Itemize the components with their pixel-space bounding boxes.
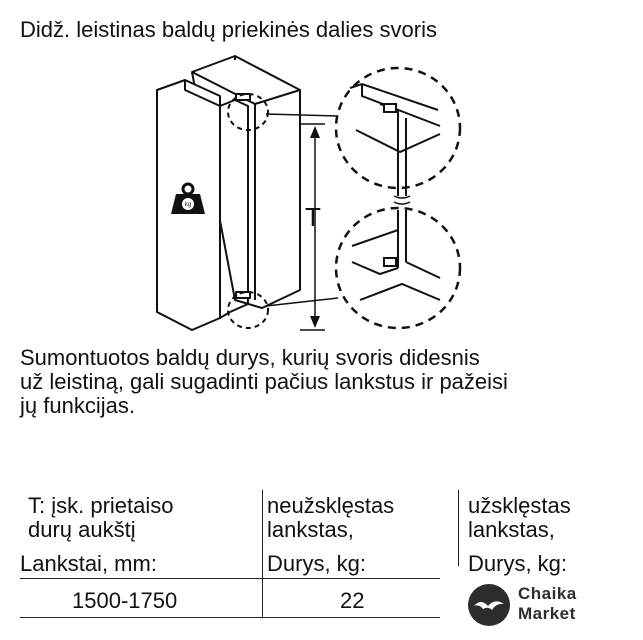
- row-range-cell: 1500-1750: [72, 588, 178, 613]
- column-divider-2: [458, 490, 459, 566]
- row-divider-top: [20, 578, 440, 579]
- col2-header-line2: lankstas,: [267, 517, 354, 542]
- warning-line-3: jų funkcijas.: [20, 393, 135, 418]
- warning-line-2: už leistiną, gali sugadinti pačius lankstus ir pažeisi: [20, 369, 508, 394]
- watermark-logo: [466, 582, 626, 628]
- col3-header-line1: užsklęstas: [468, 493, 571, 518]
- col3-subheader: Durys, kg:: [468, 551, 568, 576]
- col1-header-line1: T: įsk. prietaiso: [28, 493, 174, 518]
- watermark-line-1: Chaika: [518, 584, 577, 603]
- warning-line-1: Sumontuotos baldų durys, kurių svoris didesnis: [20, 345, 480, 370]
- page-heading: Didž. leistinas baldų priekinės dalies svoris: [20, 17, 437, 42]
- weight-icon-label: kg: [184, 202, 192, 208]
- seagull-logo-icon: [466, 582, 512, 628]
- row-value-cell: 22: [340, 588, 365, 613]
- col2-header-line1: neužsklęstas: [267, 493, 395, 518]
- column-divider-1: [262, 490, 263, 618]
- watermark-line-2: Market: [518, 604, 576, 623]
- height-label: T: [305, 202, 321, 232]
- col1-subheader: Lankstai, mm:: [20, 551, 157, 576]
- col2-subheader: Durys, kg:: [267, 551, 367, 576]
- col1-header-line2: durų aukštį: [28, 517, 136, 542]
- row-divider-bottom: [20, 617, 440, 618]
- col3-header-line2: lankstas,: [468, 517, 555, 542]
